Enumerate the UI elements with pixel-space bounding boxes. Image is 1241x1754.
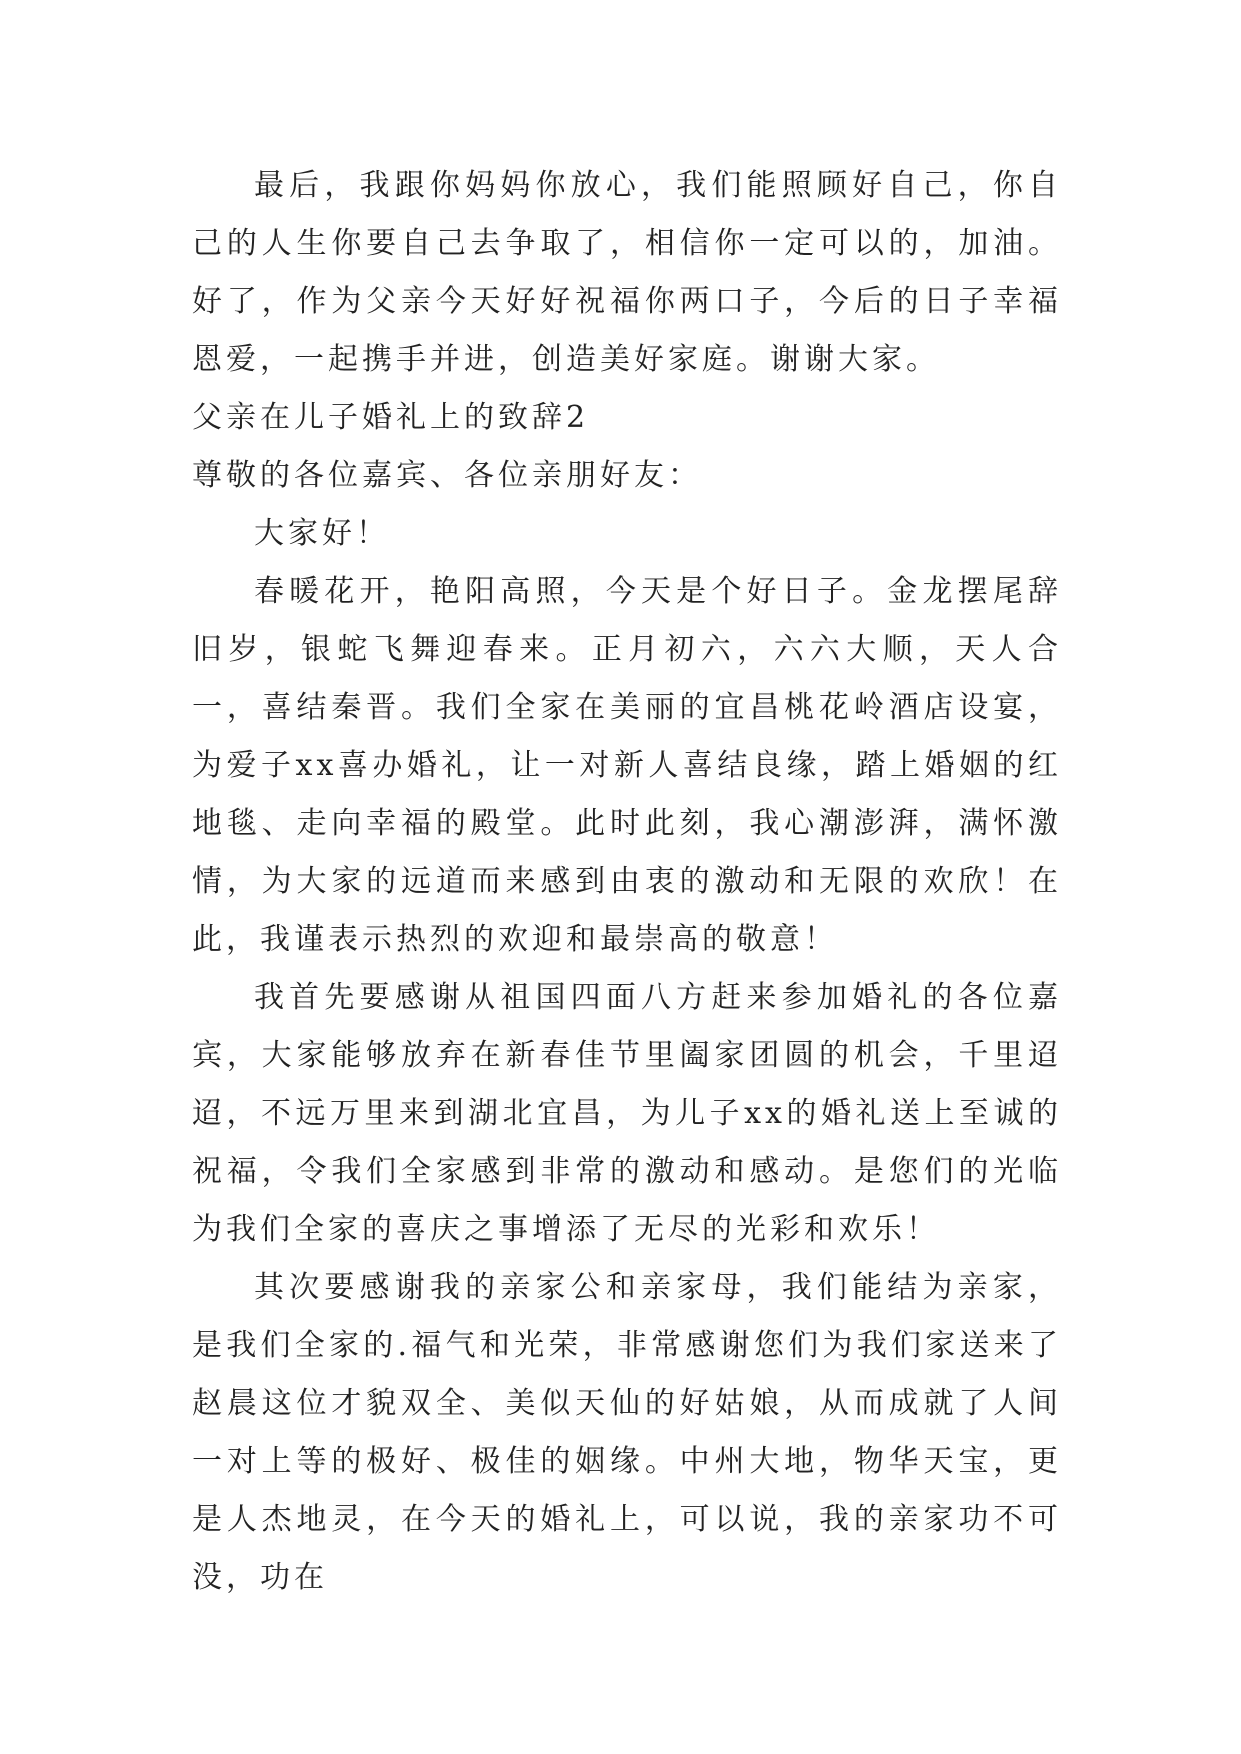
paragraph-thanks-guests: 我首先要感谢从祖国四面八方赶来参加婚礼的各位嘉宾，大家能够放弃在新春佳节里阖家团圆的机会，千里迢迢，不远万里来到湖北宜昌，为儿子xx的婚礼送上至诚的祝福，令我们全家感到非常的激动和感动。是您们的光临为我们全家的喜庆之事增添了无尽的光彩和欢乐！ — [192, 980, 1062, 1247]
paragraph-opening: 春暖花开，艳阳高照，今天是个好日子。金龙摆尾辞旧岁，银蛇飞舞迎春来。正月初六，六六大顺，天人合一，喜结秦晋。我们全家在美丽的宜昌桃花岭酒店设宴，为爱子xx喜办婚礼，让一对新人喜结良缘，踏上婚姻的红地毯、走向幸福的殿堂。此时此刻，我心潮澎湃，满怀激情，为大家的远道而来感到由衷的激动和无限的欢欣！在此，我谨表示热烈的欢迎和最崇高的敬意！ — [192, 574, 1062, 957]
salutation: 尊敬的各位嘉宾、各位亲朋好友： — [192, 458, 702, 493]
paragraph-closing-blessing: 最后，我跟你妈妈你放心，我们能照顾好自己，你自己的人生你要自己去争取了，相信你一定可以的，加油。好了，作为父亲今天好好祝福你两口子，今后的日子幸福恩爱，一起携手并进，创造美好家庭。谢谢大家。 — [192, 168, 1062, 377]
section-heading: 父亲在儿子婚礼上的致辞2 — [192, 400, 590, 435]
paragraph-thanks-in-laws: 其次要感谢我的亲家公和亲家母，我们能结为亲家，是我们全家的.福气和光荣，非常感谢您们为我们家送来了赵晨这位才貌双全、美似天仙的好姑娘，从而成就了人间一对上等的极好、极佳的姻缘。中州大地，物华天宝，更是人杰地灵，在今天的婚礼上，可以说，我的亲家功不可没，功在 — [192, 1270, 1062, 1595]
document-body — [192, 157, 1062, 1607]
greeting: 大家好！ — [254, 516, 390, 551]
